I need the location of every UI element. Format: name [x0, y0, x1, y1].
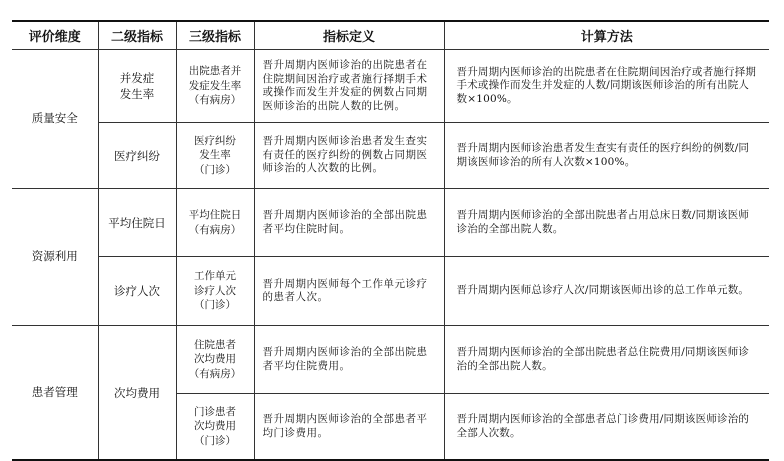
category-patient: 患者管理 [12, 326, 98, 461]
level3-text: （有病房） [188, 94, 242, 107]
category-quality: 质量安全 [12, 50, 98, 189]
method-cell: 晋升周期内医师诊治的全部出院患者占用总床日数/同期该医师诊治的全部出院人数。 [444, 189, 769, 257]
definition-cell: 晋升周期内医师每个工作单元诊疗的患者人次。 [254, 257, 444, 326]
header-level3: 三级指标 [176, 21, 254, 50]
header-level2: 二级指标 [98, 21, 176, 50]
level3-text: 出院患者并 [188, 65, 242, 78]
header-method: 计算方法 [444, 21, 769, 50]
level3-cell [176, 50, 254, 123]
method-cell: 晋升周期内医师诊治的全部出院患者总住院费用/同期该医师诊治的全部出院人数。 [444, 326, 769, 394]
method-cell: 晋升周期内医师诊治的全部患者总门诊费用/同期该医师诊治的全部人次数。 [444, 394, 769, 461]
level3-text: 次均费用 [194, 420, 236, 433]
definition-cell: 晋升周期内医师诊治的全部出院患者平均住院费用。 [254, 326, 444, 394]
level3-text: （门诊） [194, 163, 236, 176]
level3-cell [176, 189, 254, 257]
level3-text: 工作单元 [194, 270, 236, 283]
level3-text: （有病房） [188, 223, 242, 236]
level3-text: 门诊患者 [194, 405, 236, 418]
level3-text: 次均费用 [194, 353, 236, 366]
level3-text: 诊疗人次 [194, 284, 236, 297]
level2-cell [98, 189, 176, 257]
level3-text: 住院患者 [194, 338, 236, 351]
table-row [12, 189, 769, 257]
level3-text: （门诊） [194, 434, 236, 447]
definition-cell: 晋升周期内医师诊治的出院患者在住院期间因治疗或者施行择期手术或操作而发生并发症的例数占同期医师诊治的出院人数的比例。 [254, 50, 444, 123]
level3-cell [176, 257, 254, 326]
level2-text: 医疗纠纷 [114, 148, 160, 163]
header-definition: 指标定义 [254, 21, 444, 50]
level3-cell [176, 123, 254, 189]
indicator-table-wrapper [12, 20, 769, 461]
method-cell: 晋升周期内医师诊治的出院患者在住院期间因治疗或者施行择期手术或操作而发生并发症的人数/同期该医师诊治的所有出院人数×100%。 [444, 50, 769, 123]
table-row [12, 50, 769, 123]
table-row [12, 257, 769, 326]
table-row [12, 123, 769, 189]
table-row [12, 326, 769, 394]
method-cell: 晋升周期内医师诊治患者发生查实有责任的医疗纠纷的例数/同期该医师诊治的所有人次数×100%。 [444, 123, 769, 189]
header-dimension: 评价维度 [12, 21, 98, 50]
definition-cell: 晋升周期内医师诊治的全部出院患者平均住院时间。 [254, 189, 444, 257]
level2-text: 次均费用 [114, 385, 160, 400]
level2-cell [98, 50, 176, 123]
table-header-row [12, 21, 769, 50]
level3-text: 发生率 [199, 149, 231, 162]
level2-text: 平均住院日 [108, 215, 166, 230]
level3-text: 平均住院日 [188, 209, 242, 221]
level2-cell [98, 326, 176, 461]
method-cell: 晋升周期内医师总诊疗人次/同期该医师出诊的总工作单元数。 [444, 257, 769, 326]
level3-text: 发症发生率 [188, 79, 242, 92]
level3-text: （有病房） [188, 367, 242, 380]
category-resources: 资源利用 [12, 189, 98, 326]
evaluation-indicator-table [12, 20, 769, 461]
level2-text: 发生率 [119, 87, 155, 101]
level2-text: 诊疗人次 [114, 284, 160, 298]
level3-cell [176, 326, 254, 394]
definition-cell: 晋升周期内医师诊治的全部患者平均门诊费用。 [254, 394, 444, 461]
level3-cell [176, 394, 254, 461]
level3-text: （门诊） [194, 299, 236, 312]
level3-text: 医疗纠纷 [194, 134, 236, 147]
level2-cell [98, 257, 176, 326]
level2-cell [98, 123, 176, 189]
definition-cell: 晋升周期内医师诊治患者发生查实有责任的医疗纠纷的例数占同期医师诊治的人次数的比例。 [254, 123, 444, 189]
level2-text: 并发症 [119, 71, 155, 85]
